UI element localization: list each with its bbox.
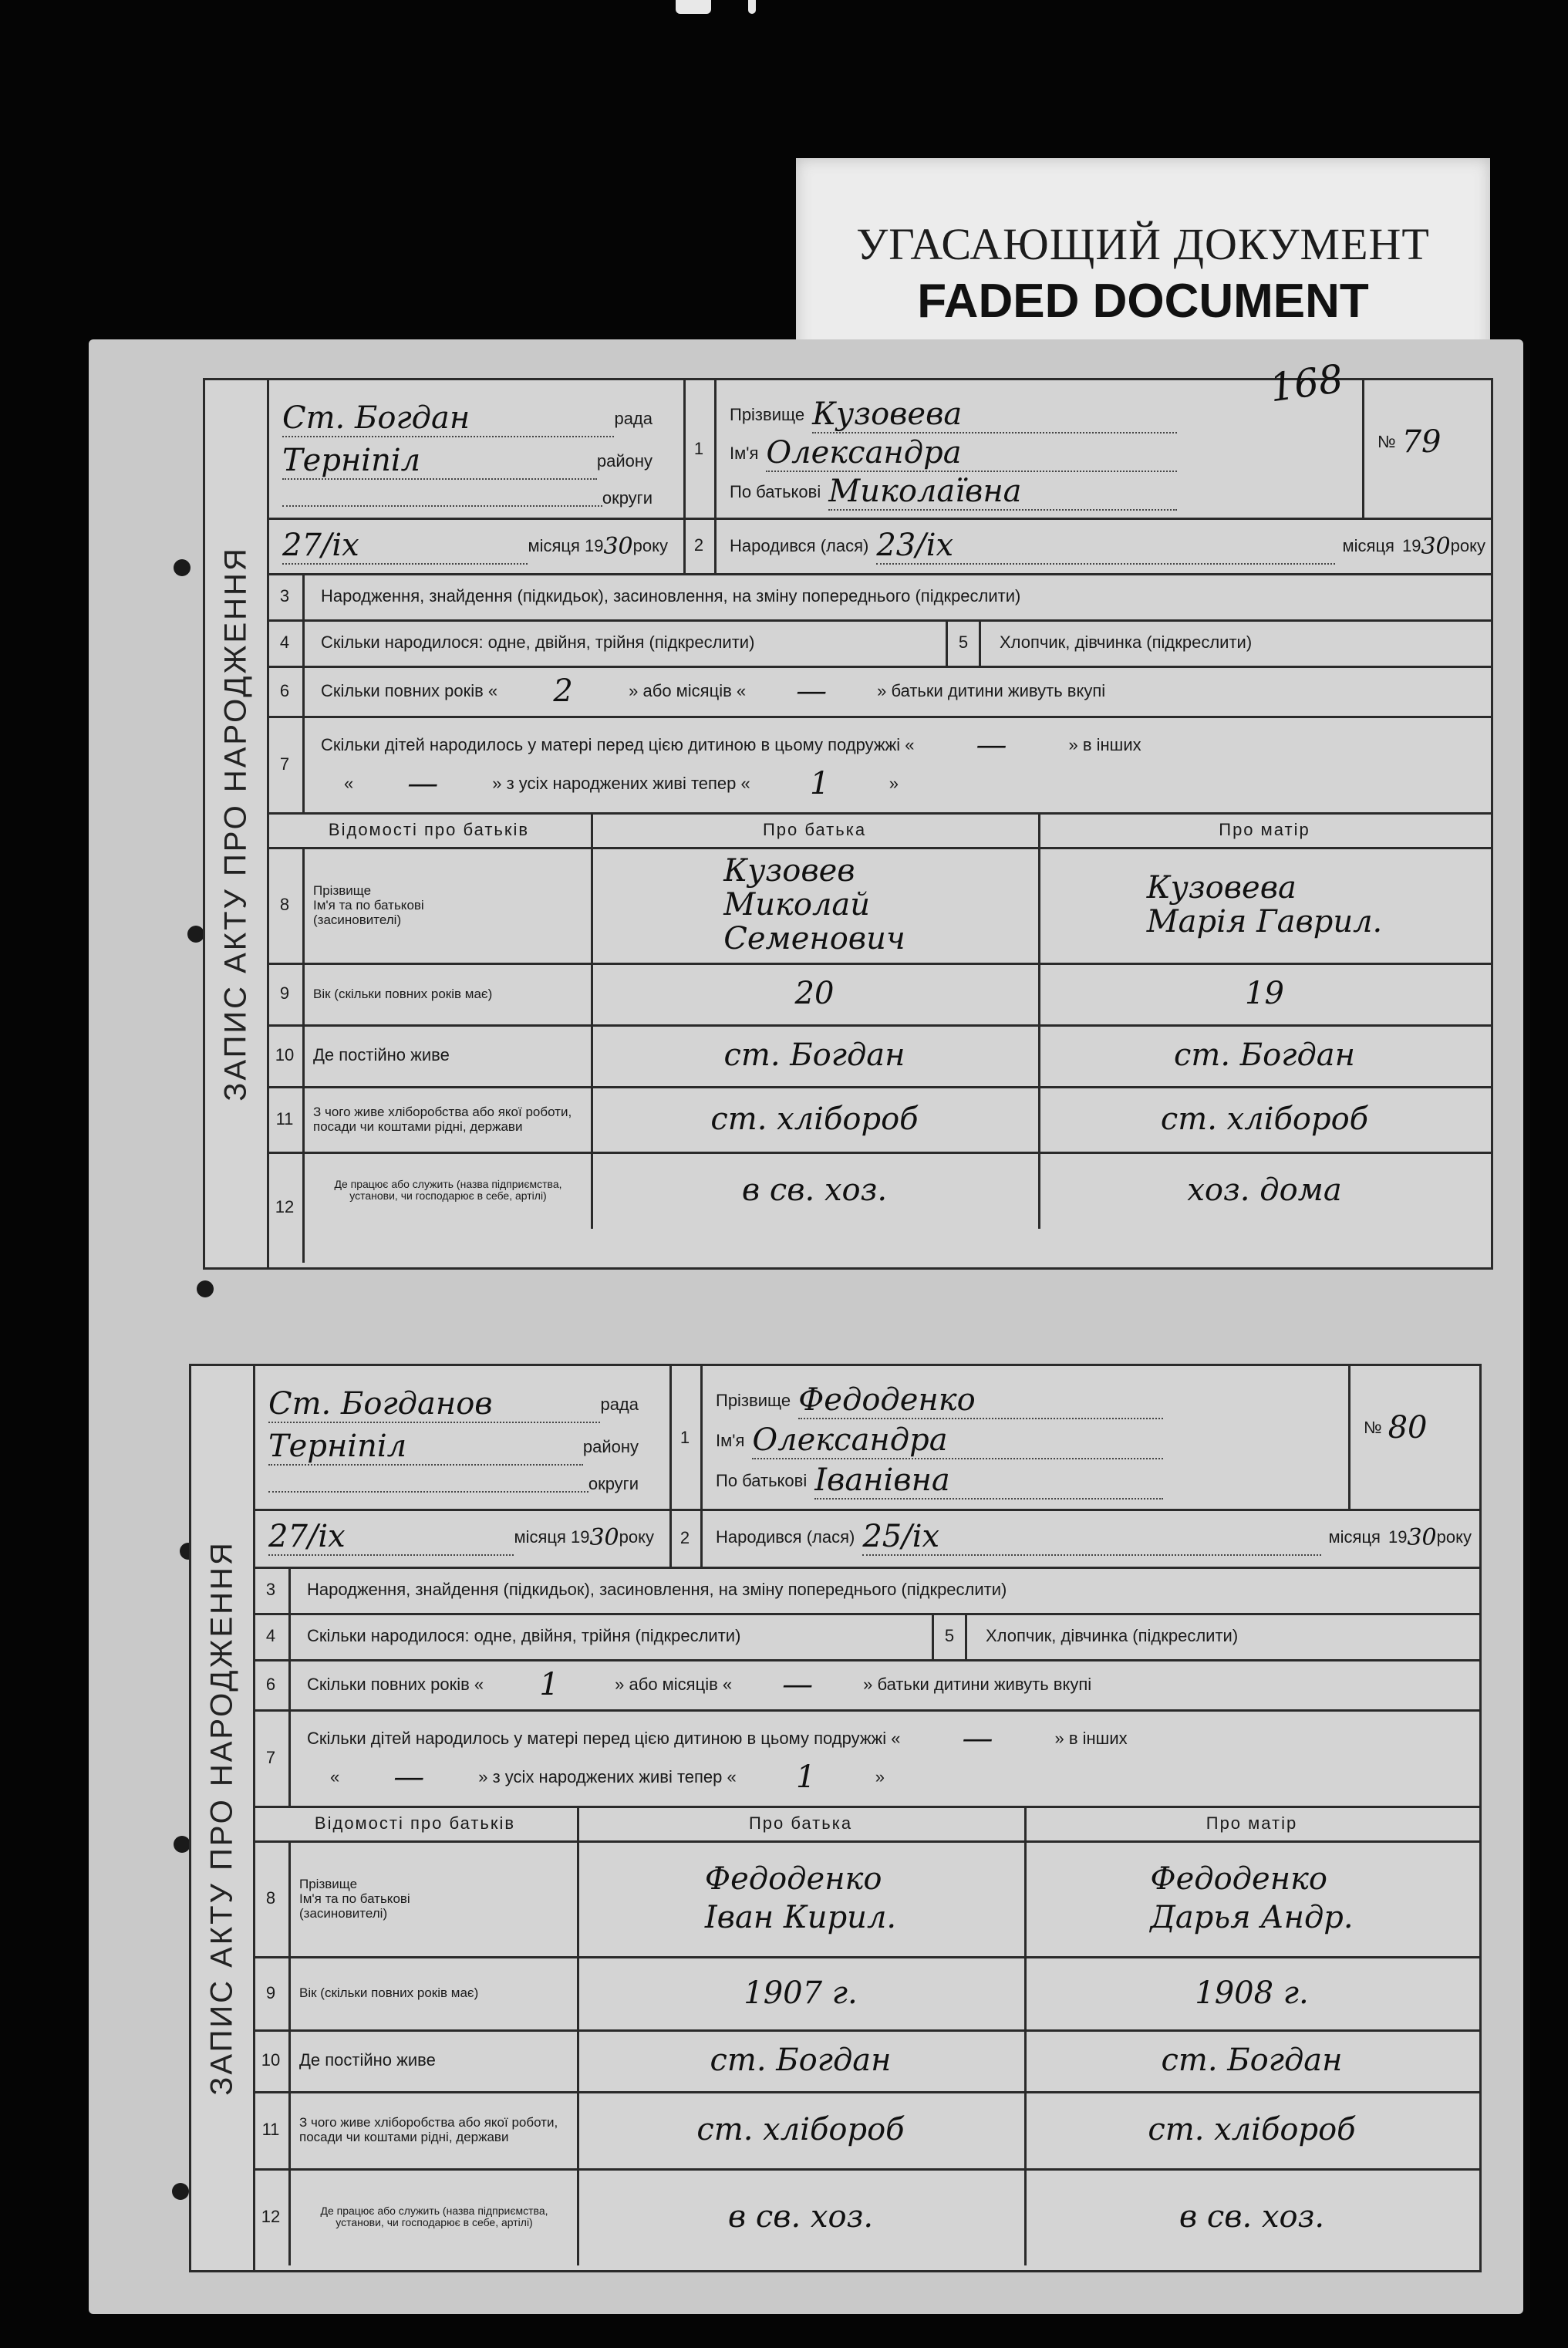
row-9 bbox=[253, 1956, 1479, 2032]
form-text: 7 bbox=[267, 716, 305, 812]
form-text: 30 bbox=[1421, 532, 1451, 560]
rada-field bbox=[268, 1381, 639, 1428]
form-text: Вік (скільки повних років має) bbox=[313, 986, 493, 1001]
form-text: 20 bbox=[794, 976, 835, 1011]
row-9 bbox=[267, 963, 1491, 1027]
form-text: 4 bbox=[267, 619, 305, 666]
form-text: — bbox=[976, 727, 1007, 763]
surname-field bbox=[716, 1381, 1163, 1420]
form-text: Хлопчик, дівчинка (підкреслити) bbox=[1000, 633, 1253, 652]
correction-number: 168 bbox=[1266, 356, 1347, 411]
form-text: » bbox=[875, 1766, 885, 1786]
form-text: Відомості про батьків bbox=[314, 1813, 516, 1833]
form-text: » в інших bbox=[1054, 1728, 1128, 1748]
form-text: ст. Богдан bbox=[723, 1037, 905, 1073]
form-text: 9 bbox=[267, 963, 305, 1024]
binding-hole bbox=[174, 559, 191, 576]
form-text: Відомості про батьків bbox=[328, 819, 530, 839]
patronymic-field bbox=[716, 1462, 1163, 1500]
form-text: 3 bbox=[267, 573, 305, 619]
form-text: » в інших bbox=[1068, 734, 1141, 754]
form-text: 10 bbox=[267, 1024, 305, 1086]
form-text: Де постійно живе bbox=[313, 1045, 450, 1064]
form-text: 1 bbox=[539, 1666, 559, 1702]
form-text: 7 bbox=[253, 1709, 291, 1806]
form-text: рада bbox=[600, 1395, 639, 1414]
row-11 bbox=[267, 1086, 1491, 1154]
row-3 bbox=[253, 1567, 1479, 1615]
form-text: року bbox=[1450, 536, 1485, 555]
record-side-title bbox=[191, 1366, 255, 2270]
form-text: Про батька bbox=[748, 1813, 853, 1833]
record-header bbox=[253, 1366, 1479, 1569]
binding-hole bbox=[172, 2183, 189, 2200]
form-text: 27/ix bbox=[282, 528, 528, 565]
binding-hole bbox=[174, 1836, 191, 1853]
binding-hole bbox=[197, 1280, 214, 1297]
row-12 bbox=[267, 1152, 1491, 1263]
top-edge-mark bbox=[671, 0, 794, 19]
form-text: Ім'я bbox=[716, 1431, 745, 1450]
form-text: 12 bbox=[253, 2168, 291, 2265]
form-text: 4 bbox=[253, 1613, 291, 1659]
label-russian: УГАСАЮЩИЙ ДОКУМЕНТ bbox=[856, 219, 1430, 269]
form-text: Де працює або служить (назва підприємства, установи, чи господарює в себе, артілі) bbox=[320, 2205, 548, 2228]
form-text: 30 bbox=[603, 532, 633, 560]
form-text: 11 bbox=[253, 2091, 291, 2168]
form-text: району bbox=[582, 1437, 639, 1456]
form-text: » або місяців « bbox=[615, 1674, 733, 1694]
form-text: ст. хлібороб bbox=[696, 2112, 905, 2147]
form-text: в св. хоз. bbox=[741, 1172, 888, 1208]
record-number bbox=[1377, 411, 1485, 473]
form-text: Вік (скільки повних років має) bbox=[299, 1985, 479, 2000]
row-number: 2 bbox=[683, 518, 717, 573]
form-text: 2 bbox=[553, 673, 573, 709]
form-text: Терніпіл bbox=[282, 443, 597, 480]
form-text: Де постійно живе bbox=[299, 2050, 436, 2070]
form-text: 19 bbox=[1401, 536, 1421, 555]
form-text: 6 bbox=[253, 1659, 291, 1709]
okrug-field bbox=[282, 481, 652, 515]
form-text: З чого живе хліборобства або якої роботи, посади чи коштами рідні, держави bbox=[313, 1104, 572, 1134]
form-text: ст. Богдан bbox=[710, 2043, 892, 2078]
form-text: 19 bbox=[1388, 1527, 1408, 1547]
form-text: 23/ix bbox=[876, 528, 1334, 565]
form-text: Народження, знайдення (підкидьок), засиновлення, на зміну попереднього (підкреслити) bbox=[307, 1580, 1007, 1599]
form-text: Ім'я bbox=[730, 444, 759, 463]
row-number: 2 bbox=[669, 1509, 703, 1567]
form-text: Скільки дітей народилось у матері перед цією дитиною в цьому подружжі « bbox=[321, 734, 915, 754]
record-number bbox=[1364, 1397, 1472, 1459]
form-text: ст. Богдан bbox=[1161, 2043, 1343, 2078]
binding-hole bbox=[187, 926, 204, 943]
form-text: місяця 19 bbox=[528, 536, 604, 555]
patronymic-field bbox=[730, 473, 1177, 511]
birth-date-field bbox=[716, 1514, 1472, 1560]
form-text: Іванівна bbox=[814, 1462, 1163, 1500]
form-text: — bbox=[962, 1720, 993, 1756]
form-text: Народження, знайдення (підкидьок), засиновлення, на зміну попереднього (підкреслити) bbox=[321, 586, 1021, 606]
form-text: Прізвище bbox=[730, 405, 805, 424]
form-text: 11 bbox=[267, 1086, 305, 1152]
form-text: 25/ix bbox=[862, 1519, 1320, 1556]
row-number: 1 bbox=[669, 1366, 703, 1509]
form-text: ст. хлібороб bbox=[1160, 1101, 1369, 1137]
form-text: Про матір bbox=[1206, 1813, 1298, 1833]
raion-field bbox=[268, 1428, 639, 1466]
first-name-field bbox=[716, 1422, 1163, 1460]
form-text: Прізвище Ім'я та по батькові (засиновителі) bbox=[299, 1876, 410, 1921]
form-text: 8 bbox=[253, 1840, 291, 1956]
row-6 bbox=[253, 1659, 1479, 1712]
form-text: в св. хоз. bbox=[1179, 2199, 1325, 2235]
form-text: хоз. дома bbox=[1187, 1172, 1342, 1208]
form-text: По батькові bbox=[716, 1471, 808, 1490]
parents-header bbox=[253, 1806, 1479, 1843]
form-text: » з усіх народжених живі тепер « bbox=[478, 1766, 737, 1786]
form-text: 1 bbox=[810, 765, 830, 801]
form-text: — bbox=[796, 673, 828, 709]
row-4-5 bbox=[253, 1613, 1479, 1661]
row-10 bbox=[253, 2029, 1479, 2093]
form-text: Хлопчик, дівчинка (підкреслити) bbox=[986, 1626, 1239, 1645]
rada-field bbox=[282, 396, 652, 442]
form-text: Скільки повних років « bbox=[307, 1674, 484, 1694]
form-text: 1908 г. bbox=[1195, 1975, 1309, 2011]
form-text: рада bbox=[614, 409, 652, 428]
form-text: року bbox=[1436, 1527, 1472, 1547]
form-text: № bbox=[1364, 1418, 1382, 1437]
father-name: Кузовев Миколай Семенович bbox=[723, 853, 905, 956]
form-text: району bbox=[596, 451, 652, 471]
form-text: № bbox=[1377, 432, 1396, 451]
form-text: 8 bbox=[267, 847, 305, 963]
registration-date bbox=[268, 1510, 654, 1564]
form-text: Кузовева bbox=[812, 396, 1177, 434]
registration-date bbox=[282, 519, 668, 573]
form-text: Прізвище Ім'я та по батькові (засиновителі) bbox=[313, 882, 424, 927]
form-text: — bbox=[782, 1666, 814, 1702]
form-text: » або місяців « bbox=[629, 680, 747, 700]
form-text: округи bbox=[588, 1473, 639, 1493]
form-text: 5 bbox=[946, 619, 981, 666]
row-8 bbox=[267, 847, 1491, 965]
form-text: Скільки дітей народилось у матері перед цією дитиною в цьому подружжі « bbox=[307, 1728, 901, 1748]
birth-record-1 bbox=[203, 356, 1493, 1270]
form-text: » з усіх народжених живі тепер « bbox=[492, 773, 750, 793]
form-text: » батьки дитини живуть вкупі bbox=[863, 1674, 1092, 1694]
form-text: округи bbox=[602, 487, 652, 508]
form-text: — bbox=[407, 765, 439, 801]
form-text: Скільки повних років « bbox=[321, 680, 498, 700]
form-text: місяця bbox=[1342, 536, 1394, 555]
form-text: ЗАПИС АКТУ ПРО НАРОДЖЕННЯ bbox=[218, 546, 253, 1101]
form-text: ст. хлібороб bbox=[710, 1101, 919, 1137]
form-text: ст. хлібороб bbox=[1148, 2112, 1356, 2147]
row-6 bbox=[267, 666, 1491, 718]
form-text: Ст. Богдан bbox=[282, 400, 614, 437]
form-text: Олександра bbox=[766, 435, 1177, 472]
form-text: 10 bbox=[253, 2029, 291, 2091]
form-text: року bbox=[619, 1527, 654, 1547]
form-text: 6 bbox=[267, 666, 305, 716]
form-text: 9 bbox=[253, 1956, 291, 2029]
father-name: Федоденко Іван Кирил. bbox=[704, 1861, 897, 1935]
form-text: » bbox=[889, 773, 899, 793]
form-text: Терніпіл bbox=[268, 1429, 583, 1466]
form-text: року bbox=[632, 536, 668, 555]
row-4-5 bbox=[267, 619, 1491, 668]
form-text: Олександра bbox=[752, 1422, 1163, 1459]
form-text: Ст. Богданов bbox=[268, 1386, 600, 1423]
form-text: 30 bbox=[589, 1523, 619, 1551]
first-name-field bbox=[730, 434, 1177, 473]
form-text: 3 bbox=[253, 1567, 291, 1613]
form-text: « bbox=[330, 1766, 340, 1786]
label-english: FADED DOCUMENT bbox=[917, 275, 1369, 328]
form-text: 19 bbox=[1245, 976, 1284, 1011]
row-7 bbox=[253, 1709, 1479, 1808]
record-side-title bbox=[205, 380, 269, 1267]
form-text: місяця bbox=[1328, 1527, 1381, 1547]
row-7 bbox=[267, 716, 1491, 815]
form-text: Федоденко bbox=[798, 1382, 1163, 1419]
form-text: 79 bbox=[1401, 424, 1442, 460]
okrug-field bbox=[268, 1466, 639, 1501]
form-text: Народився (лася) bbox=[716, 1527, 855, 1547]
record-header bbox=[267, 356, 1491, 575]
row-3 bbox=[267, 573, 1491, 622]
form-text: 1907 г. bbox=[744, 1975, 858, 2011]
form-text: » батьки дитини живуть вкупі bbox=[877, 680, 1106, 700]
form-text: ЗАПИС АКТУ ПРО НАРОДЖЕННЯ bbox=[204, 1540, 239, 2096]
form-text: 30 bbox=[1407, 1523, 1437, 1551]
form-text: З чого живе хліборобства або якої роботи, посади чи коштами рідні, держави bbox=[299, 2115, 558, 2144]
row-number: 1 bbox=[683, 380, 717, 518]
form-text: Миколаївна bbox=[828, 474, 1177, 511]
birth-date-field bbox=[730, 523, 1485, 569]
row-10 bbox=[267, 1024, 1491, 1088]
form-text: в св. хоз. bbox=[727, 2199, 874, 2235]
form-text: ст. Богдан bbox=[1174, 1037, 1355, 1073]
form-text: Де працює або служить (назва підприємства, установи, чи господарює в себе, артілі) bbox=[334, 1178, 562, 1202]
form-text: Народився (лася) bbox=[730, 536, 869, 555]
row-12 bbox=[253, 2168, 1479, 2265]
row-8 bbox=[253, 1840, 1479, 1958]
form-text: Скільки народилося: одне, двійня, трійня (підкреслити) bbox=[321, 633, 755, 652]
form-text: По батькові bbox=[730, 482, 821, 501]
birth-record-2 bbox=[189, 1364, 1482, 2272]
form-text: Про батька bbox=[762, 819, 867, 839]
form-text: Прізвище bbox=[716, 1391, 791, 1410]
form-text: 80 bbox=[1388, 1410, 1428, 1446]
form-text: 12 bbox=[267, 1152, 305, 1263]
form-text: Про матір bbox=[1219, 819, 1310, 839]
form-text: місяця 19 bbox=[514, 1527, 590, 1547]
mother-name: Кузовева Марія Гаврил. bbox=[1146, 870, 1383, 940]
surname-field bbox=[730, 396, 1177, 434]
raion-field bbox=[282, 442, 652, 481]
form-text: 5 bbox=[932, 1613, 967, 1659]
mother-name: Федоденко Дарья Андр. bbox=[1150, 1861, 1354, 1935]
row-11 bbox=[253, 2091, 1479, 2171]
form-text: « bbox=[344, 773, 354, 793]
form-text: 1 bbox=[796, 1759, 816, 1795]
form-text: Скільки народилося: одне, двійня, трійня (підкреслити) bbox=[307, 1626, 741, 1645]
form-text: — bbox=[393, 1759, 425, 1795]
form-text: 27/ix bbox=[268, 1519, 514, 1556]
parents-header bbox=[267, 812, 1491, 849]
